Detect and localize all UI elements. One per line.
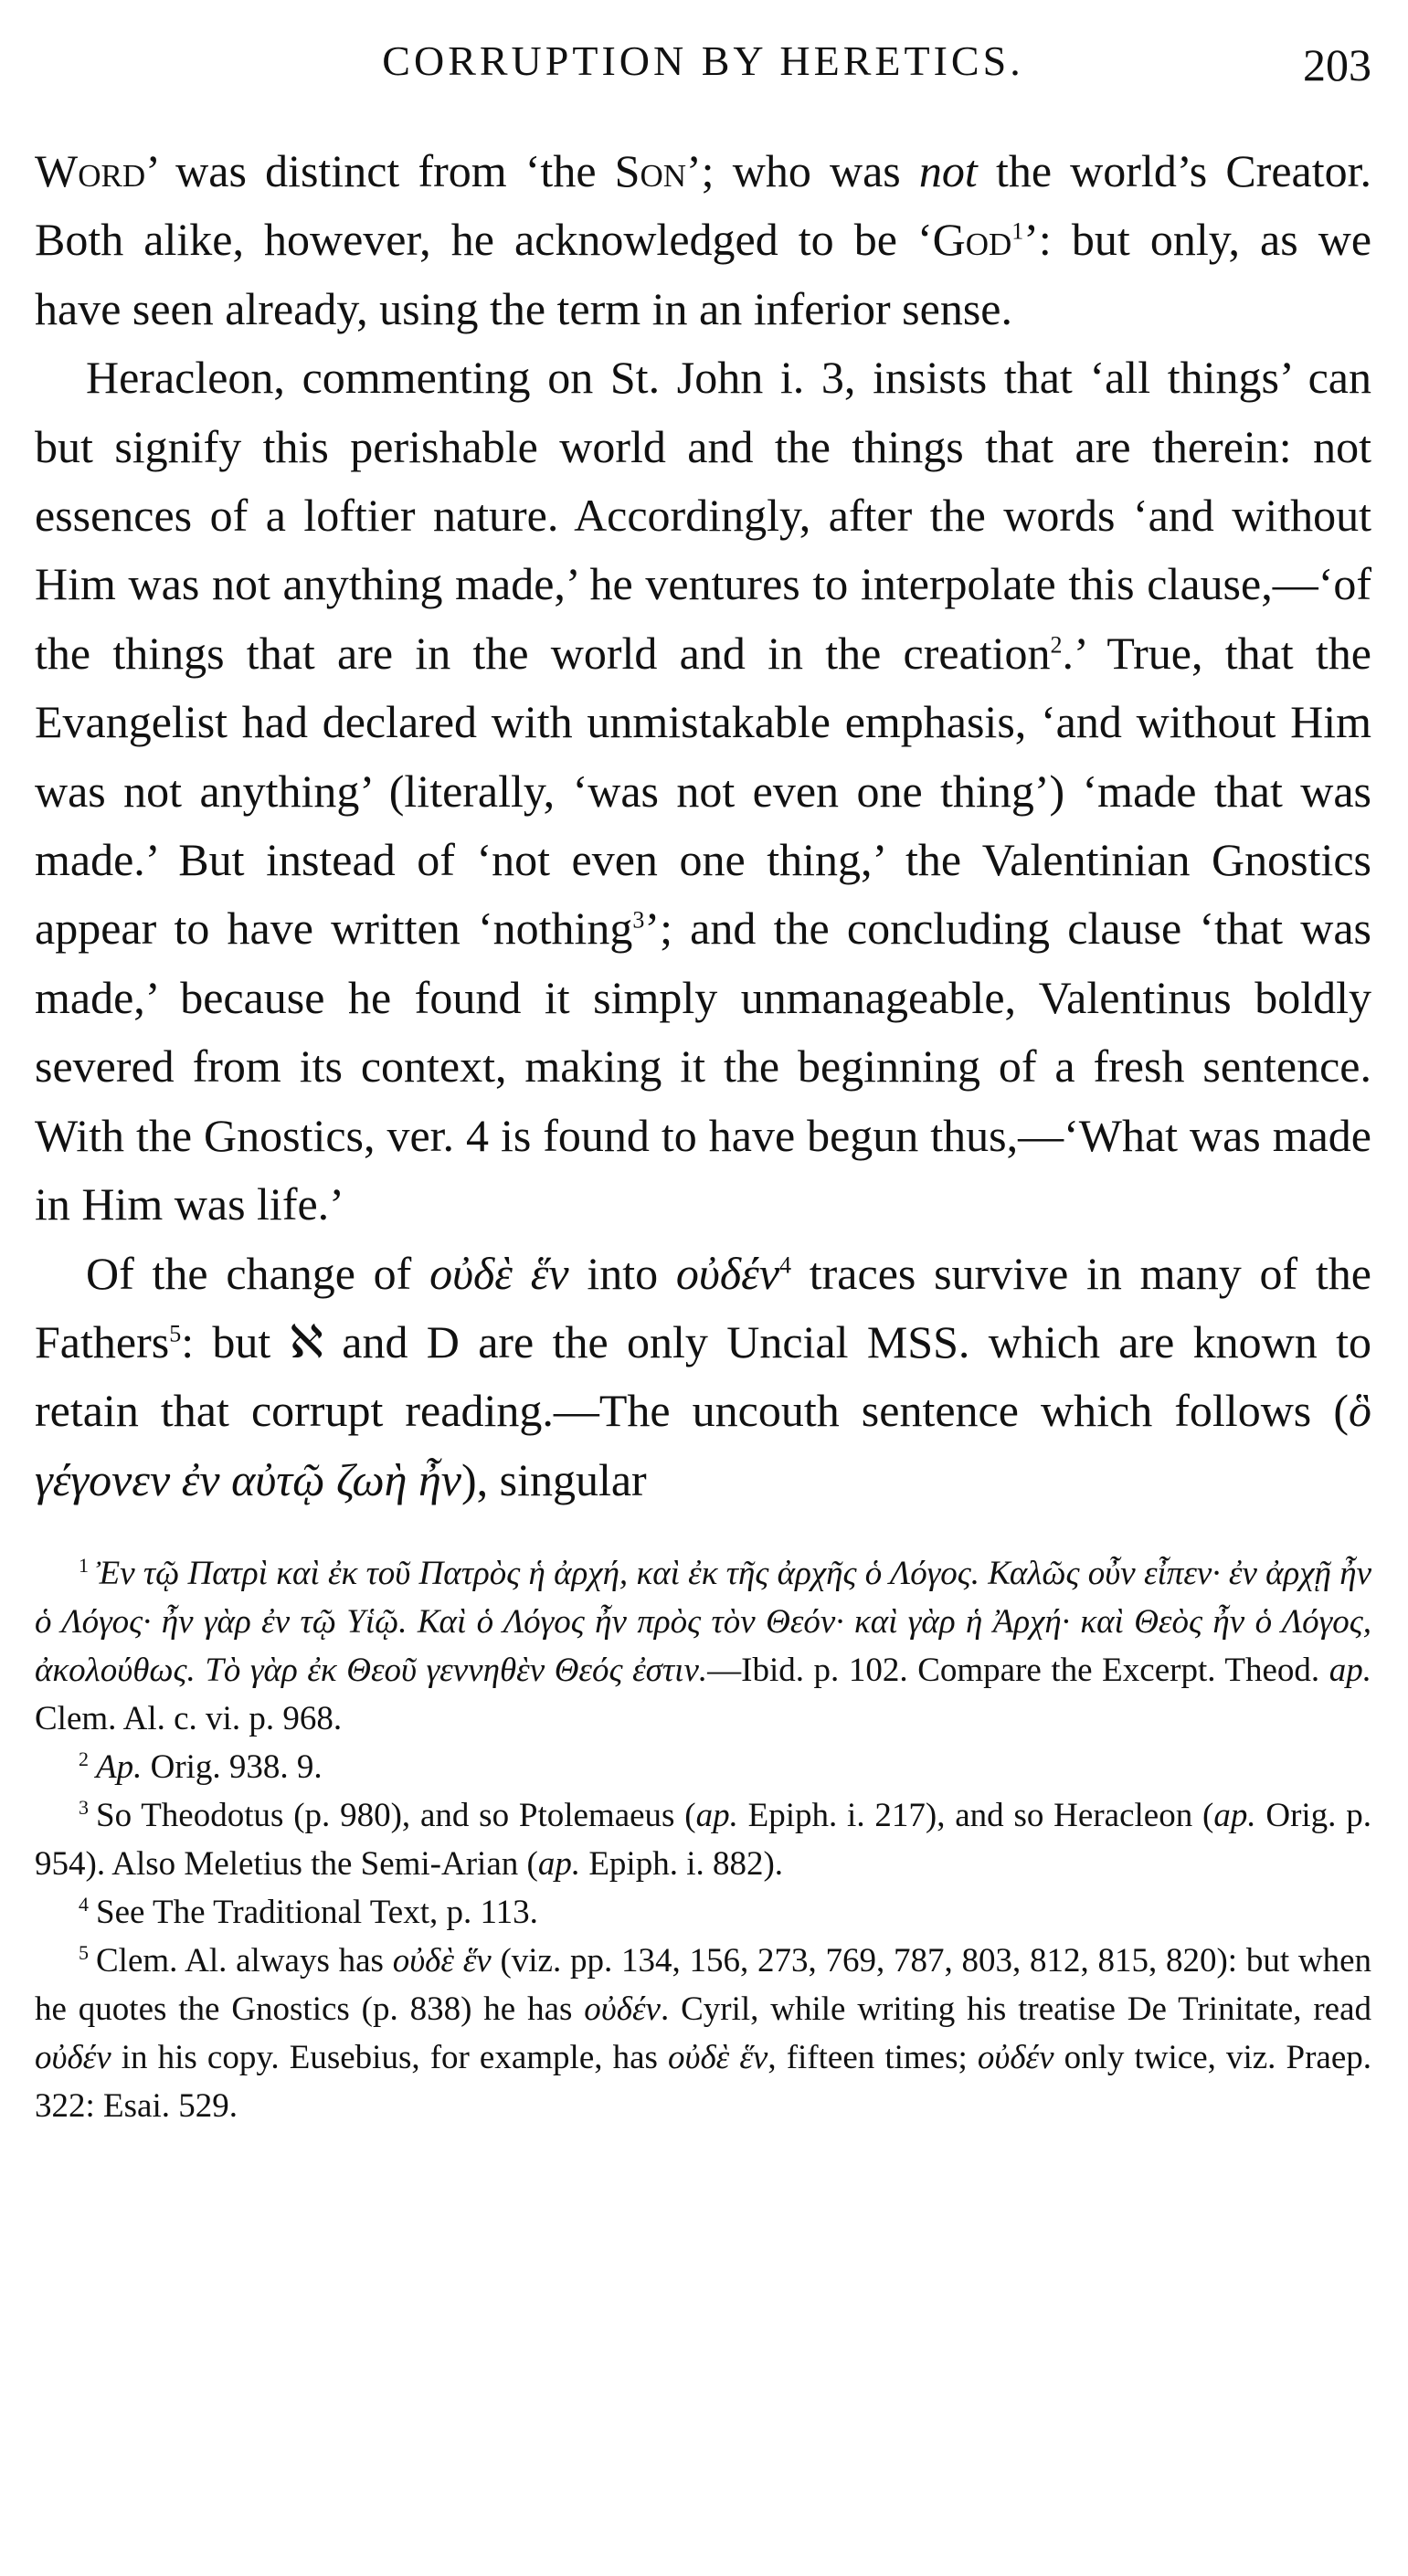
greek-text: Ἐν τῷ Πατρὶ καὶ ἐκ τοῦ Πατρὸς ἡ ἀρχή, καὶ ἐκ τῆς ἀρχῆς ὁ Λόγος. Καλῶς οὖν εἶπεν· ἐν ἀρχῇ ἦν ὁ Λόγος· ἦν γὰρ ἐν τῷ Υἱῷ. Καὶ ὁ Λόγος ἦν πρὸς τὸν Θεόν· καὶ γὰρ ἡ Ἀρχή· καὶ Θεὸς ἦν ὁ Λόγος, ἀκολούθως. Τὸ γὰρ ἐκ Θεοῦ γεννηθὲν Θεός ἐστιν. xyxy=(35,1555,1371,1690)
emphasis: ap. xyxy=(537,1845,581,1884)
footnote-ref[interactable]: 3 xyxy=(632,906,645,934)
text-span: Orig. p. 954). Also Meletius the Semi-Arian ( xyxy=(35,1797,1371,1884)
footnote-mark: 4 xyxy=(79,1892,89,1916)
text-span: Word xyxy=(35,145,146,196)
text-span: .’ True, that the Evangelist had declared with unmistakable emphasis, ‘and without Him was not anything’ (literally, ‘was not even one thing’) ‘made that was made.’ But instead of ‘not even one thing,’ the Valentinian Gnostics appear to have written ‘nothing xyxy=(35,627,1371,955)
greek-text: οὐδέν xyxy=(977,2039,1054,2077)
footnote-mark: 2 xyxy=(79,1747,89,1770)
footnote-1 xyxy=(35,1549,1371,1743)
body-text xyxy=(35,137,1371,1515)
paragraph-3 xyxy=(35,1240,1371,1515)
emphasis: ap. xyxy=(1329,1652,1371,1690)
text-span: God xyxy=(932,214,1012,266)
page-number: 203 xyxy=(1303,39,1371,90)
greek-text: οὐδέν xyxy=(675,1247,780,1299)
emphasis: not xyxy=(918,145,978,196)
footnote-mark: 5 xyxy=(79,1940,89,1964)
greek-text: ὃ γέγονεν ἐν αὐτῷ ζωὴ ἦν xyxy=(35,1385,1371,1505)
text-span: ’; and the concluding clause ‘that was made,’ because he found it simply unmanageable, Valentinus boldly severed from its context, making it the beginning of a fresh sentence. With the Gnostics, ver. 4 is found to have begun thus,—‘What was made in Him was life.’ xyxy=(35,903,1371,1230)
text-span: Of the change of xyxy=(86,1247,430,1299)
text-span: ’: but only, as we have seen already, using the term in an inferior sense. xyxy=(35,214,1372,334)
footnote-mark: 1 xyxy=(79,1553,89,1577)
footnote-ref[interactable]: 5 xyxy=(169,1320,182,1347)
greek-text: οὐδέν xyxy=(584,1990,661,2029)
text-span: ), singular xyxy=(461,1453,647,1505)
text-span: See The Traditional Text, p. 113. xyxy=(96,1894,538,1932)
text-span: , fifteen times; xyxy=(768,2039,978,2077)
text-span: ’ was distinct from ‘the xyxy=(145,145,615,196)
text-span: Epiph. i. 217), and so Heracleon ( xyxy=(737,1797,1214,1835)
text-span: (viz. pp. 134, 156, 273, 769, 787, 803, 812, 815, 820): but when he quotes the Gnostics (p. 838) he has xyxy=(35,1942,1371,2029)
text-span: Son xyxy=(614,145,687,196)
text-span: So Theodotus (p. 980), and so Ptolemaeus ( xyxy=(96,1797,696,1835)
greek-text: οὐδὲ ἕν xyxy=(429,1247,569,1299)
text-span: Heracleon, commenting on St. John i. 3, insists that ‘all things’ can but signify this perishable world and the things that are therein: not essences of a loftier nature. Accordingly, after the words ‘and without Him was not anything made,’ he ventures to interpolate this clause,—‘of the things that are in the world and in the creation xyxy=(35,352,1371,679)
greek-text: οὐδὲ ἕν xyxy=(668,2039,768,2077)
text-span: : but ℵ and D are the only Uncial MSS. which are known to retain that corrupt reading.—The uncouth sentence which follows ( xyxy=(35,1315,1371,1437)
footnote-ref[interactable]: 4 xyxy=(779,1251,792,1278)
paragraph-1 xyxy=(35,137,1371,343)
footnote-5 xyxy=(35,1937,1371,2130)
text-span: in his copy. Eusebius, for example, has xyxy=(111,2039,668,2077)
footnote-4 xyxy=(35,1888,1371,1937)
emphasis: Ap. xyxy=(96,1748,143,1787)
text-span: Clem. Al. c. vi. p. 968. xyxy=(35,1700,343,1738)
text-span: into xyxy=(568,1247,676,1299)
footnote-3 xyxy=(35,1791,1371,1888)
text-span: only twice, viz. Praep. 322: Esai. 529. xyxy=(35,2039,1371,2126)
emphasis: ap. xyxy=(695,1797,738,1835)
paragraph-2 xyxy=(35,343,1371,1239)
running-head xyxy=(35,37,1371,100)
text-span: Clem. Al. always has xyxy=(96,1942,393,1980)
footnote-ref[interactable]: 1 xyxy=(1011,217,1024,245)
text-span: the world’s Creator. Both alike, however, he acknowledged to be ‘ xyxy=(35,145,1371,266)
text-span: . Cyril, while writing his treatise De Trinitate, read xyxy=(660,1990,1371,2029)
text-span: Orig. 938. 9. xyxy=(142,1748,323,1787)
footnote-ref[interactable]: 2 xyxy=(1050,631,1063,659)
footnotes xyxy=(35,1549,1371,2130)
running-title: CORRUPTION BY HERETICS. xyxy=(382,37,1024,84)
greek-text: οὐδὲ ἕν xyxy=(392,1942,492,1980)
text-span: traces survive in many of the Fathers xyxy=(35,1247,1371,1367)
text-span: ’; who was xyxy=(686,145,919,196)
emphasis: ap. xyxy=(1213,1797,1256,1835)
footnote-2 xyxy=(35,1743,1371,1791)
greek-text: οὐδέν xyxy=(35,2039,111,2077)
footnote-mark: 3 xyxy=(79,1795,89,1819)
text-span: Epiph. i. 882). xyxy=(580,1845,784,1884)
text-span: —Ibid. p. 102. Compare the Excerpt. Theod. xyxy=(707,1652,1329,1690)
